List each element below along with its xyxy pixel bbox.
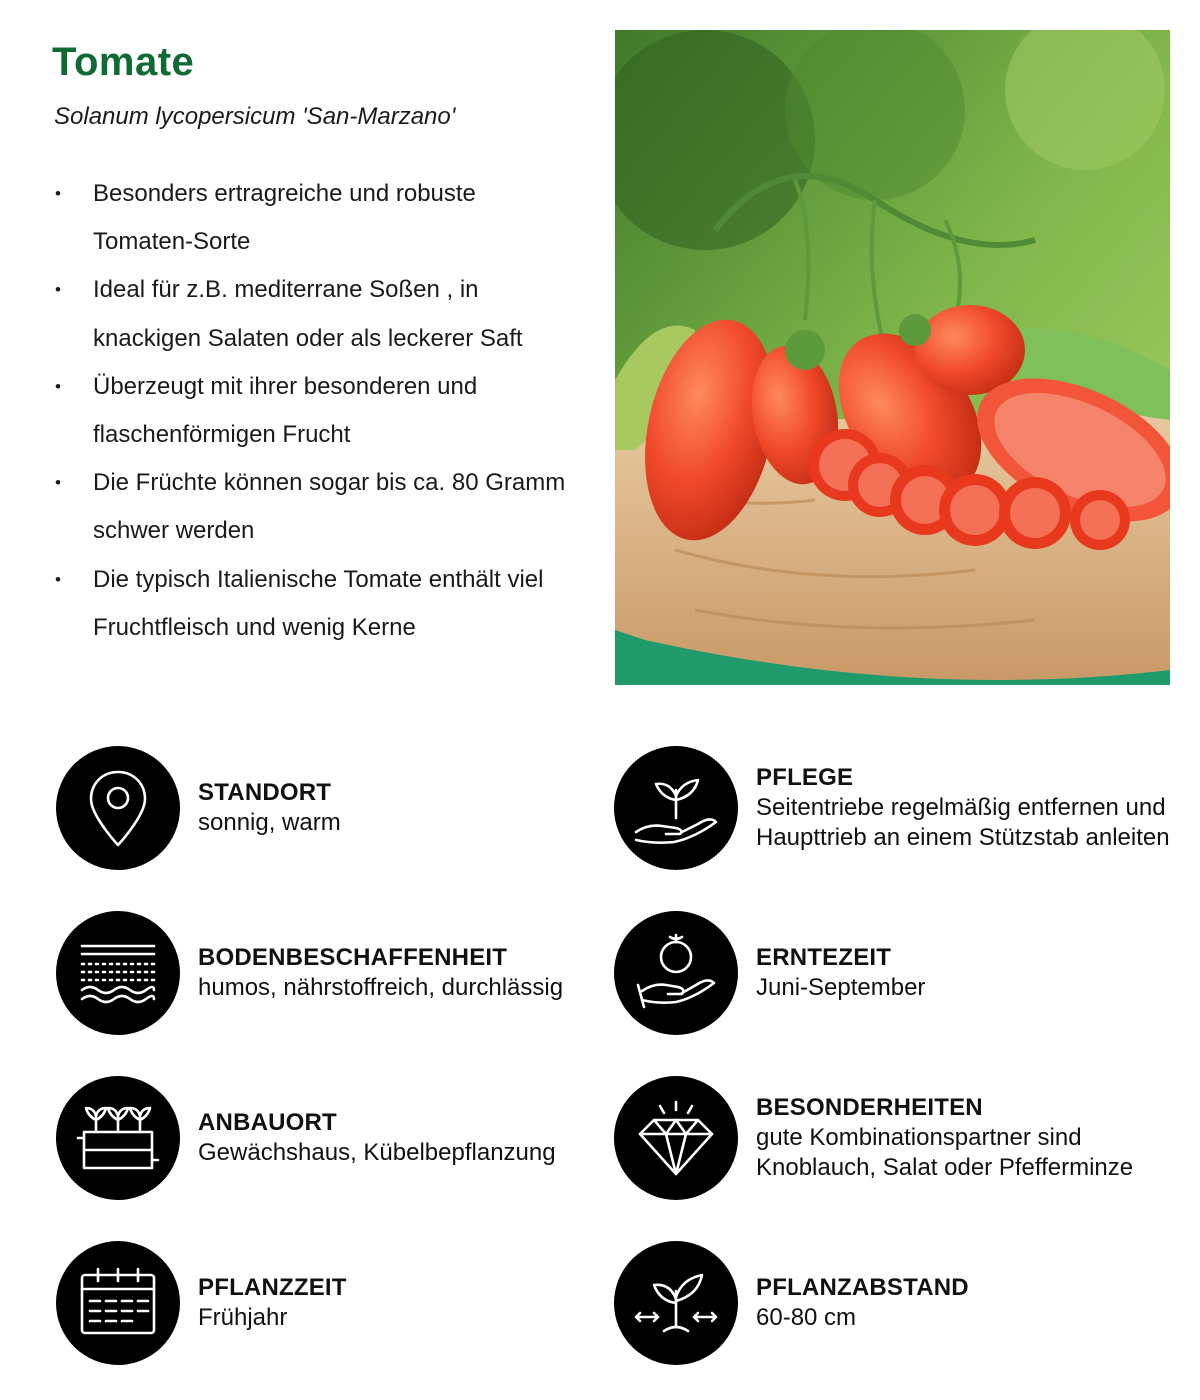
page-title: Tomate <box>52 40 195 84</box>
feature-pflege <box>614 746 1184 870</box>
botanical-name: Solanum lycopersicum 'San-Marzano' <box>54 103 456 130</box>
anbauort-value: Gewächshaus, Kübelbepflanzung <box>198 1139 556 1166</box>
feature-besonderheiten <box>614 1076 1184 1200</box>
pflanzzeit-value: Frühjahr <box>198 1304 288 1331</box>
standort-value: sonnig, warm <box>198 809 341 836</box>
pflanzabstand-value: 60-80 cm <box>756 1304 857 1331</box>
bullet-item: • Ideal für z.B. mediterrane Soßen , in knackigen Salaten oder als leckerer Saft <box>54 266 574 362</box>
pflege-label: PFLEGE <box>756 764 854 791</box>
bullet-item: • Besonders ertragreiche und robuste Tomaten-Sorte <box>54 170 574 266</box>
soil-layers-icon <box>56 911 180 1035</box>
feature-bodenbeschaffenheit <box>56 911 596 1035</box>
planter-box-icon <box>56 1076 180 1200</box>
seedling-hand-icon <box>614 746 738 870</box>
tomato-product-photo <box>615 30 1170 685</box>
bullet-item: • Die typisch Italienische Tomate enthält viel Fruchtfleisch und wenig Kerne <box>54 556 574 652</box>
feature-standort <box>56 746 596 870</box>
besonderheiten-label: BESONDERHEITEN <box>756 1094 983 1121</box>
bullet-item: • Die Früchte können sogar bis ca. 80 Gramm schwer werden <box>54 459 574 555</box>
tomato-photo-illustration <box>615 30 1170 685</box>
feature-bullet-list <box>54 170 574 652</box>
feature-pflanzzeit <box>56 1241 596 1365</box>
fruit-hand-icon <box>614 911 738 1035</box>
boden-label: BODENBESCHAFFENHEIT <box>198 944 508 971</box>
pflanzzeit-label: PFLANZZEIT <box>198 1274 347 1301</box>
feature-pflanzabstand <box>614 1241 1184 1365</box>
pflege-value: Seitentriebe regelmäßig entfernen und Haupttrieb an einem Stützstab anleiten <box>756 794 1170 851</box>
erntezeit-label: ERNTEZEIT <box>756 944 892 971</box>
bullet-item: • Überzeugt mit ihrer besonderen und flaschenförmigen Frucht <box>54 363 574 459</box>
standort-label: STANDORT <box>198 779 332 806</box>
calendar-icon <box>56 1241 180 1365</box>
location-pin-icon <box>56 746 180 870</box>
boden-value: humos, nährstoffreich, durchlässig <box>198 974 564 1001</box>
feature-erntezeit <box>614 911 1184 1035</box>
anbauort-label: ANBAUORT <box>198 1109 337 1136</box>
besonderheiten-value: gute Kombinationspartner sind Knoblauch, Salat oder Pfefferminze <box>756 1124 1134 1181</box>
erntezeit-value: Juni-September <box>756 974 926 1001</box>
feature-anbauort <box>56 1076 596 1200</box>
pflanzabstand-label: PFLANZABSTAND <box>756 1274 969 1301</box>
plant-spacing-icon <box>614 1241 738 1365</box>
diamond-icon <box>614 1076 738 1200</box>
